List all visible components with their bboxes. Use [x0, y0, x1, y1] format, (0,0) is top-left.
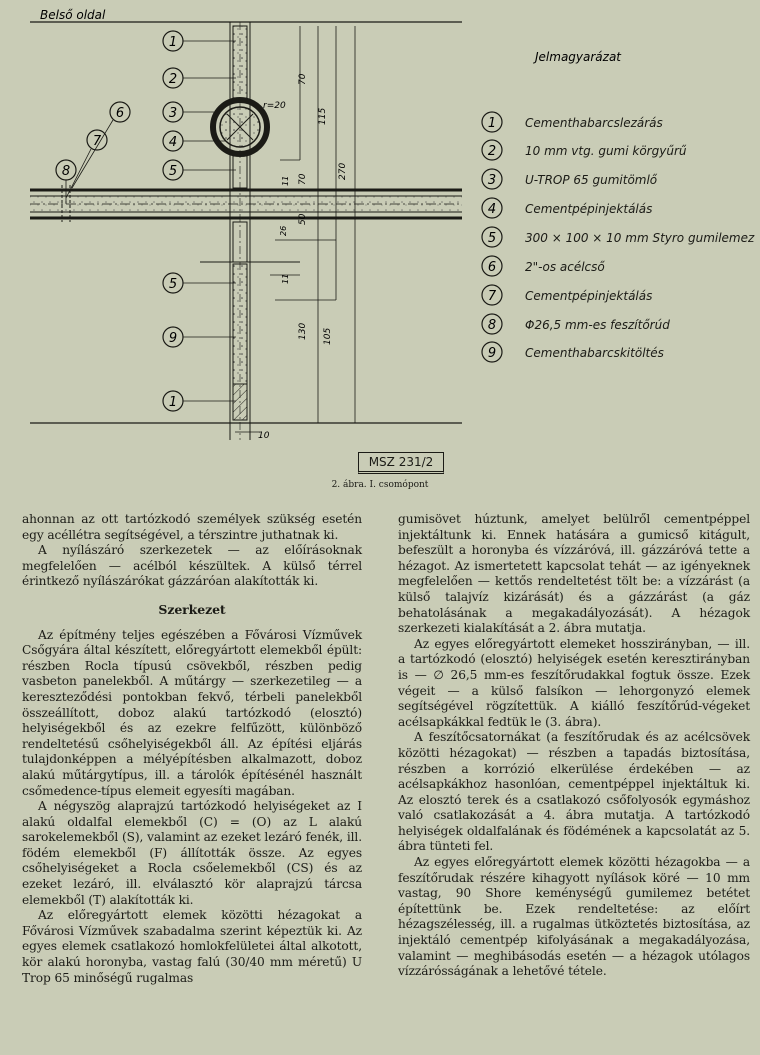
svg-text:8: 8 — [61, 164, 71, 179]
dim-270: 270 — [338, 162, 348, 180]
paragraph: A négyszög alaprajzú tartózkodó helyiségeket az I alakú oldalfal elemekből (C) = (O) az L alakú sarokelemekből (S), valamint az ezeket lezáró fenék, ill. födém elemekből (F) állították össze. Az egyes csőhelyiségeket a Rocla csőelemekből (CS) és az ezeket lezáró, ill. elválasztó kör alaprajzú tárcsa elemekből (T) alakították ki. — [22, 799, 362, 907]
svg-text:4: 4 — [487, 202, 497, 217]
svg-text:10 mm vtg. gumi körgyűrű: 10 mm vtg. gumi körgyűrű — [525, 144, 687, 158]
callout-1-top — [163, 31, 236, 51]
section-heading: Szerkezet — [158, 601, 226, 617]
legend-item-8 — [482, 314, 670, 334]
text-column-right — [398, 512, 750, 980]
dim-70-lower: 70 — [298, 173, 308, 185]
callout-5-upper — [163, 160, 236, 180]
svg-text:2"-os acélcső: 2"-os acélcső — [525, 260, 605, 274]
svg-text:3: 3 — [487, 173, 497, 188]
svg-text:7: 7 — [487, 289, 497, 304]
svg-text:1: 1 — [168, 395, 178, 410]
callout-9 — [163, 327, 236, 347]
svg-text:1: 1 — [487, 116, 497, 131]
legend-item-3 — [482, 169, 658, 189]
figure-caption: 2. ábra. I. csomópont — [331, 480, 429, 490]
legend-item-2 — [482, 140, 687, 160]
svg-text:6: 6 — [115, 106, 125, 121]
svg-text:2: 2 — [487, 144, 497, 159]
dim-50: 50 — [298, 213, 308, 225]
svg-text:Cementhabarcskitöltés: Cementhabarcskitöltés — [525, 346, 664, 360]
dim-26: 26 — [279, 225, 288, 236]
dim-115: 115 — [318, 107, 328, 125]
svg-text:3: 3 — [168, 106, 178, 121]
paragraph: Az előregyártott elemek közötti hézagokat a Fővárosi Vízművek szabadalma szerint képeztük ki. Az egyes elemek csatlakozó homlokfelületei által alkotott, kör alakú horonyba, vastag falú (30/40 mm méretű) U Trop 65 minőségű rugalmas — [22, 908, 362, 985]
dim-11-lower: 11 — [281, 273, 290, 284]
callout-5-lower — [163, 273, 236, 293]
legend-item-1 — [482, 112, 663, 132]
dim-11-upper: 11 — [281, 175, 290, 186]
svg-text:300 × 100 × 10 mm Styro gumile: 300 × 100 × 10 mm Styro gumilemez — [525, 231, 755, 245]
svg-text:5: 5 — [168, 277, 178, 292]
svg-text:6: 6 — [487, 260, 497, 275]
svg-text:5: 5 — [168, 164, 178, 179]
svg-text:1: 1 — [168, 35, 178, 50]
legend-item-7 — [482, 285, 652, 305]
legend-item-9 — [482, 342, 664, 362]
callout-3 — [163, 102, 214, 122]
dim-105: 105 — [323, 327, 333, 345]
paragraph: Az építmény teljes egészében a Fővárosi Vízművek Csőgyára által készített, előregyártott elemekből épült: részben Rocla típusú csövekből, részben pedig vasbeton panelekből. A műtárgy — szerkezetileg — a kereszteződési pontokban fekvő, térbeli panelekből összeállított, doboz alakú tartózkodó (elosztó) helyiségekből és az ezekre felfűzött, különböző rendeltetésű csőhelyiségekből áll. Az építési eljárás tulajdonképpen a mélyépítésben alkalmazott, doboz alakú műtárgytípus, ill. a tárolók építésénél használt csőmedence-típus elemeit egyesíti magában. — [22, 627, 362, 798]
svg-text:9: 9 — [487, 346, 497, 361]
mortar-fill-lower — [233, 264, 247, 384]
mortar-seal-upper — [233, 26, 247, 98]
paragraph: Az egyes előregyártott elemeket hosszirányban, — ill. a tartózkodó (elosztó) helyiségek esetén keresztirányban is — ∅ 26,5 mm-es feszítőrudakkal fogtuk össze. Ezek végeit — a külső falsíkon — lehorgonyzó elemek segítségével rögzítettük. A kiálló feszítőrúd-végeket acélsapkákkal fedtük le (3. ábra). — [398, 636, 750, 729]
mortar-seal-lower — [233, 384, 247, 420]
callout-2 — [163, 68, 236, 88]
standard-stamp: MSZ 231/2 — [358, 452, 444, 474]
inner-side-label: Belső oldal — [40, 8, 106, 22]
svg-text:Cementpépinjektálás: Cementpépinjektálás — [525, 202, 653, 216]
svg-text:Φ26,5 mm-es feszítőrúd: Φ26,5 mm-es feszítőrúd — [525, 318, 670, 332]
svg-text:5: 5 — [487, 231, 497, 246]
paragraph: gumisövet húztunk, amelyet belülről cementpéppel injektáltunk ki. Ennek hatására a gumicső kitágult, befeszült a horonyba és vízzáróvá, ill. gázzáróvá tette a hézagot. Az ismertetett kapcsolat tehát — az igényeknek megfelelően — kettős rendeltetést tölt be: a vízzárást (a külső talajvíz kizárását) és a gázzárást (a gáz behatolásának a megakadályozását). A hézagok szerkezeti kialakítását a 2. ábra mutatja. — [398, 512, 750, 636]
svg-text:4: 4 — [168, 135, 178, 150]
svg-text:2: 2 — [168, 72, 178, 87]
legend-item-5 — [482, 227, 755, 247]
legend-item-6 — [482, 256, 605, 276]
svg-text:9: 9 — [168, 331, 178, 346]
paragraph: Az egyes előregyártott elemek közötti hézagokba — a feszítőrudak részére kihagyott nyílások köré — 10 mm vastag, 90 Shore keménységű gumilemez betétet építettünk be. Ezek rendeltetése: az előírt hézagszélesség, ill. a rugalmas ütköztetés biztosítása, az injektáló cementpép kifolyásának a megakadályozása, valamint — meghibásodás esetén — a hézagok utólagos vízzárósságának a lehetővé tétele. — [398, 855, 750, 979]
paragraph: ahonnan az ott tartózkodó személyek szükség esetén egy acéllétra segítségével, a térszintre juthatnak ki. — [22, 512, 362, 542]
paragraph: A feszítőcsatornákat (a feszítőrudak és az acélcsövek közötti hézagokat) — részben a tapadás biztosítása, részben a korrózió elkerülése érdekében — az acélsapkákhoz hasonlóan, cementpéppel injektáltuk ki. Az elosztó terek és a csatlakozó csőfolyosók egymáshoz való csatlakozását a 4. ábra mutatja. A tartózkodó helyiségek oldalfalának és födémének a kapcsolatát az 5. ábra tünteti fel. — [398, 730, 750, 854]
svg-text:8: 8 — [487, 318, 497, 333]
svg-text:Cementpépinjektálás: Cementpépinjektálás — [525, 289, 653, 303]
dim-130: 130 — [298, 322, 308, 340]
dim-70-upper: 70 — [298, 73, 308, 85]
dimension-lines — [235, 26, 355, 432]
legend-item-4 — [482, 198, 652, 218]
callout-1-bottom — [163, 391, 236, 411]
dim-radius: r=20 — [263, 101, 286, 111]
text-column-left — [22, 512, 362, 986]
svg-text:Cementhabarcslezárás: Cementhabarcslezárás — [525, 116, 663, 130]
dim-10: 10 — [258, 431, 270, 441]
legend-title: Jelmagyarázat — [535, 50, 622, 64]
paragraph: A nyílászáró szerkezetek — az előírásoknak megfelelően — acélból készültek. A külső térrel érintkező nyílászárókat gázzáróan alakították ki. — [22, 543, 362, 589]
svg-text:U-TROP 65 gumitömlő: U-TROP 65 gumitömlő — [525, 173, 658, 187]
svg-text:7: 7 — [92, 134, 102, 149]
